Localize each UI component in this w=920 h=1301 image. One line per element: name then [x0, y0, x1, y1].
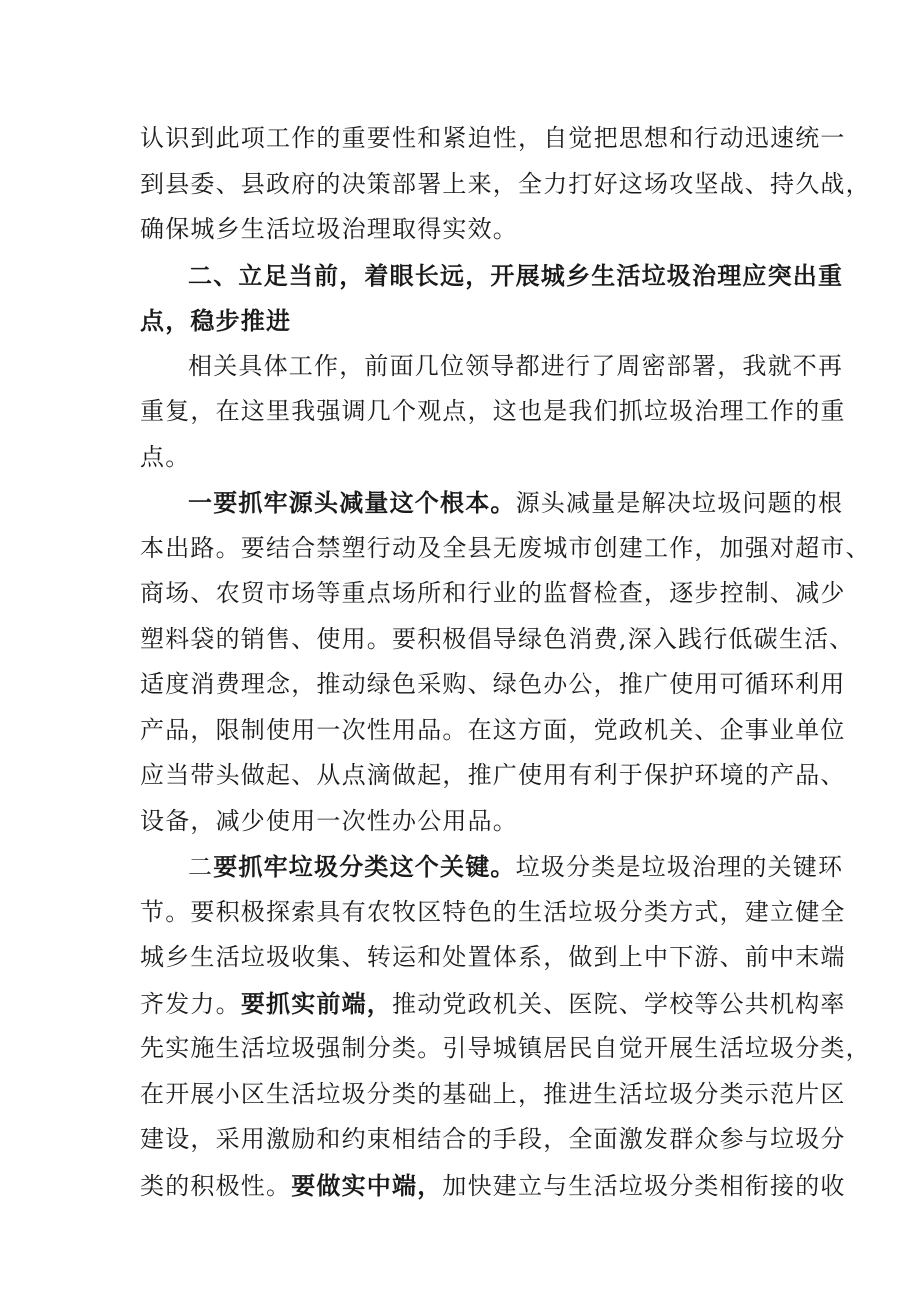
text-run: 二	[188, 853, 214, 881]
paragraph-1	[140, 344, 846, 481]
text-line	[140, 981, 846, 1027]
text-run: 垃圾分类是垃圾治理的关键环	[515, 853, 844, 881]
text-line: 在开展小区生活垃圾分类的基础上，推进生活垃圾分类示范片区	[140, 1079, 846, 1108]
text-line	[140, 1163, 846, 1209]
text-line	[140, 480, 844, 526]
text-line: 先实施生活垃圾强制分类。引导城镇居民自觉开展生活垃圾分类，	[140, 1034, 871, 1062]
text-line: 产品，限制使用一次性用品。在这方面，党政机关、企事业单位	[140, 715, 846, 744]
text-run: 源头减量是解决垃圾问题的根	[515, 489, 844, 517]
paragraph-2	[140, 480, 871, 844]
text-run: 加快建立与生活垃圾分类相衔接的收	[442, 1171, 846, 1200]
text-line: 确保城乡生活垃圾治理取得实效。	[140, 215, 518, 243]
text-run: 推动党政机关、医院、学校等公共机构率	[392, 989, 846, 1018]
text-line: 重复，在这里我强调几个观点，这也是我们抓垃圾治理工作的重	[140, 397, 846, 425]
text-line: 适度消费理念，推动绿色采购、绿色办公，推广使用可循环利用	[140, 670, 846, 698]
text-line: 本出路。要结合禁塑行动及全县无废城市创建工作，加强对超市、	[140, 533, 871, 562]
text-run: 齐发力。	[140, 989, 241, 1018]
text-line: 到县委、县政府的决策部署上来，全力打好这场攻坚战、持久战，	[140, 169, 871, 198]
text-line: 设备，减少使用一次性办公用品。	[140, 806, 518, 835]
text-line: 相关具体工作，前面几位领导都进行了周密部署，我就不再	[188, 351, 844, 380]
text-run: 类的积极性。	[140, 1171, 292, 1200]
bold-lead: 一要抓牢源头减量这个根本。	[188, 488, 516, 517]
text-line: 节。要积极探索具有农牧区特色的生活垃圾分类方式，建立健全	[140, 897, 846, 926]
text-line: 点。	[140, 442, 191, 471]
text-line: 商场、农贸市场等重点场所和行业的监督检查，逐步控制、减少	[140, 579, 846, 607]
text-line: 应当带头做起、从点滴做起，推广使用有利于保护环境的产品、	[140, 761, 846, 789]
heading-line: 二、立足当前，着眼长远，开展城乡生活垃圾治理应突出重	[188, 260, 844, 290]
text-line: 塑料袋的销售、使用。要积极倡导绿色消费,深入践行低碳生活、	[140, 624, 855, 653]
text-line: 认识到此项工作的重要性和紧迫性，自觉把思想和行动迅速统一	[140, 124, 846, 152]
paragraph-0	[140, 116, 871, 253]
document-page	[140, 116, 871, 1208]
text-line: 城乡生活垃圾收集、转运和处置体系，做到上中下游、前中末端	[140, 943, 846, 971]
bold-phrase: 要做实中端，	[291, 1170, 443, 1200]
paragraph-3	[140, 844, 871, 1208]
text-line: 建设，采用激励和约束相结合的手段，全面激发群众参与垃圾分	[140, 1125, 846, 1153]
section-heading-2	[140, 253, 844, 344]
text-line	[140, 844, 844, 890]
bold-phrase: 要抓实前端，	[240, 988, 393, 1018]
bold-lead: 要抓牢垃圾分类这个关键。	[213, 852, 516, 881]
heading-line: 点，稳步推进	[140, 306, 292, 335]
